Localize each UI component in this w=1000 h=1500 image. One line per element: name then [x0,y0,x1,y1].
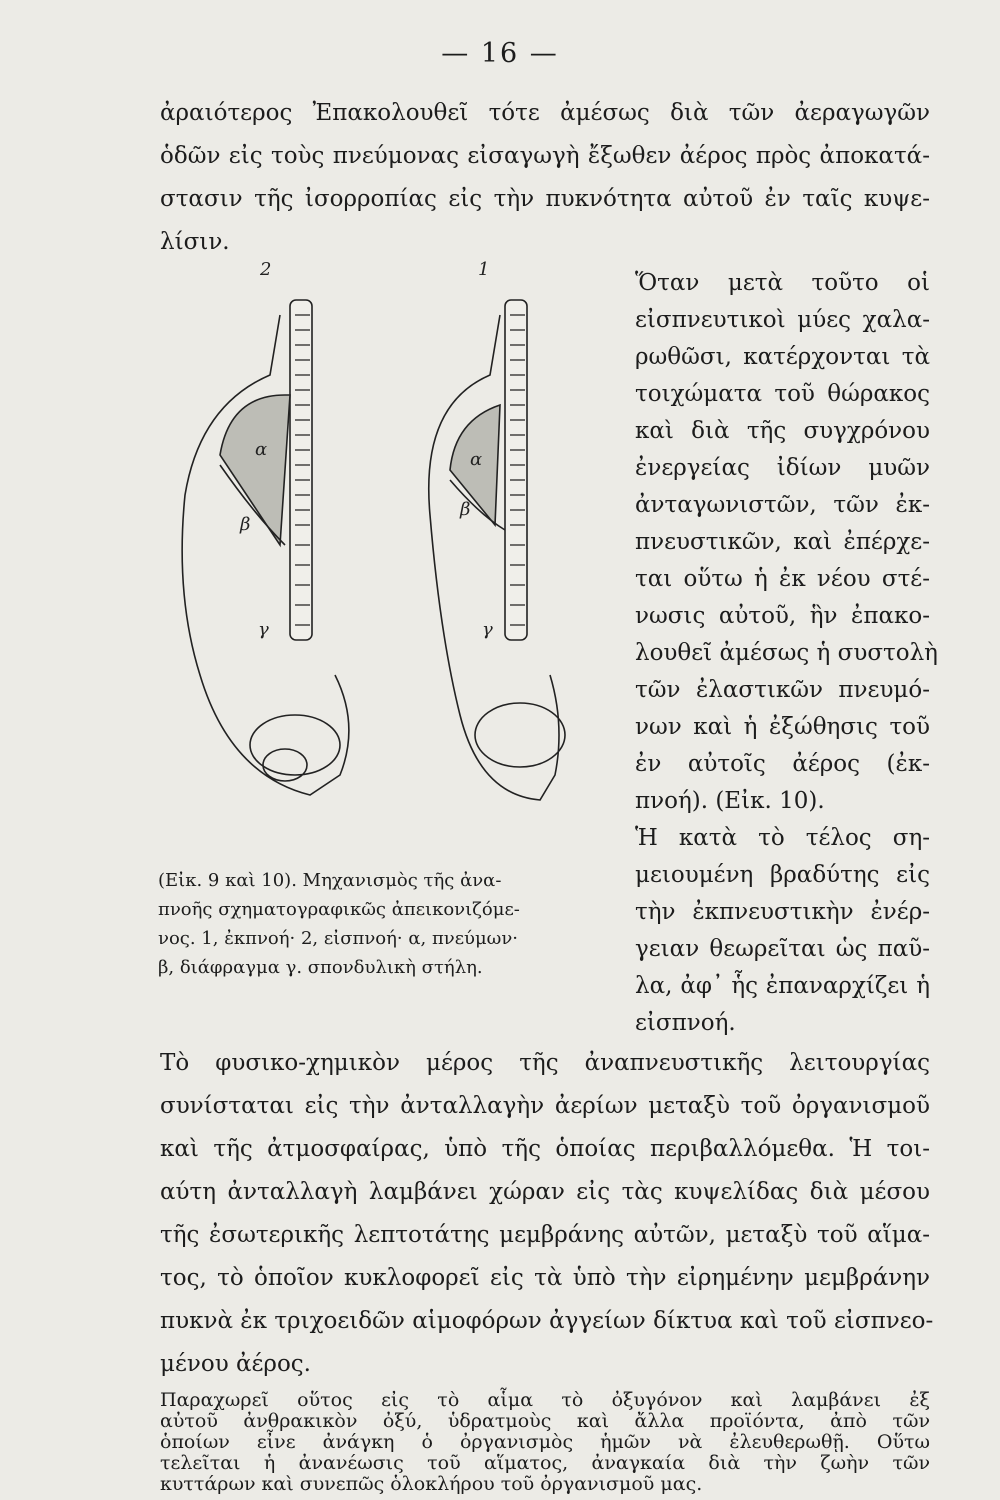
figure-caption-line: πνοῆς σχηματογραφικῶς ἀπεικονιζόμε- [158,899,520,920]
text-line: Τὸ φυσικο-χημικὸν μέρος τῆς ἀναπνευστικῆς λειτουργίας [160,1050,930,1076]
text-line: γειαν θεωρεῖται ὡς παῦ- [635,936,930,962]
label-beta-left: β [240,514,251,535]
text-line: τὴν ἐκπνευστικὴν ἐνέρ- [635,899,930,925]
text-line: τῆς ἐσωτερικῆς λεπτοτάτης μεμβράνης αὐτῶν, μεταξὺ τοῦ αἵμα- [160,1222,930,1248]
text-line: ὁποίων εἶνε ἀνάγκη ὁ ὀργανισμὸς ἡμῶν νὰ ἐλευθερωθῇ. Οὕτω [160,1431,930,1453]
text-line: πυκνὰ ἐκ τριχοειδῶν αἱμοφόρων ἀγγείων δίκτυα καὶ τοῦ εἰσπνεο- [160,1308,934,1334]
text-line: νωσις αὐτοῦ, ἣν ἐπακο- [635,603,930,629]
text-line: νων καὶ ἡ ἐξώθησις τοῦ [635,714,930,740]
text-line: τελεῖται ἡ ἀνανέωσις τοῦ αἵματος, ἀναγκαία διὰ τὴν ζωὴν τῶν [160,1452,930,1474]
text-line: καὶ διὰ τῆς συγχρόνου [635,418,930,444]
figure-label-2: 2 [260,259,272,280]
text-line: πνευστικῶν, καὶ ἐπέρχε- [635,529,930,555]
torso-outline-right [429,315,559,800]
text-line: ἐν αὐτοῖς ἀέρος (ἐκ- [635,751,930,777]
text-line: ται οὕτω ἡ ἐκ νέου στέ- [635,566,930,592]
text-line: στασιν τῆς ἰσορροπίας εἰς τὴν πυκνότητα αὐτοῦ ἐν ταῖς κυψε- [160,186,930,212]
label-beta-right: β [460,499,471,520]
text-line: τῶν ἐλαστικῶν πνευμό- [635,677,930,703]
label-alpha-right: α [470,449,483,470]
label-alpha-left: α [255,439,268,460]
text-line: Παραχωρεῖ οὕτος εἰς τὸ αἷμα τὸ ὀξυγόνον καὶ λαμβάνει ἐξ [160,1389,930,1411]
figure-caption-line: β, διάφραγμα γ. σπονδυλικὴ στήλη. [158,957,483,978]
text-line: λα, ἀφ᾽ ἧς ἐπαναρχίζει ἡ [635,973,930,999]
figure-label-1: 1 [478,259,490,280]
text-line: τος, τὸ ὁποῖον κυκλοφορεῖ εἰς τὰ ὑπὸ τὴν εἰρημένην μεμβράνην [160,1265,930,1291]
respiration-figure [160,255,620,845]
label-gamma-right: γ [482,619,493,640]
text-line: Ἡ κατὰ τὸ τέλος ση- [635,825,930,851]
respiration-diagram [160,255,620,845]
text-line: ρωθῶσι, κατέρχονται τὰ [635,344,930,370]
text-line: εἰσπνευτικοὶ μύες χαλα- [635,307,930,333]
text-line: συνίσταται εἰς τὴν ἀνταλλαγὴν ἀερίων μεταξὺ τοῦ ὀργανισμοῦ [160,1093,930,1119]
page-number: — 16 — [441,38,559,69]
text-line: μειουμένη βραδύτης εἰς [635,862,930,888]
text-line: καὶ τῆς ἀτμοσφαίρας, ὑπὸ τῆς ὁποίας περιβαλλόμεθα. Ἡ τοι- [160,1136,930,1162]
lung-left [220,395,290,545]
text-line: ἀνταγωνιστῶν, τῶν ἐκ- [635,492,930,518]
label-gamma-left: γ [258,619,269,640]
text-line: πνοή). (Εἰκ. 10). [635,788,825,814]
text-line: ἐνεργείας ἰδίων μυῶν [635,455,930,481]
text-line: λουθεῖ ἀμέσως ἡ συστολὴ [635,640,938,666]
figure-caption-line: νος. 1, ἐκπνοή· 2, εἰσπνοή· α, πνεύμων· [158,928,519,949]
text-line: αὐτοῦ ἀνθρακικὸν ὀξύ, ὑδρατμοὺς καὶ ἄλλα προϊόντα, ἀπὸ τῶν [160,1410,930,1432]
text-line: Ὅταν μετὰ τοῦτο οἱ [635,270,930,296]
text-line: λίσιν. [160,229,230,255]
text-line: ὁδῶν εἰς τοὺς πνεύμονας εἰσαγωγὴ ἔξωθεν ἀέρος πρὸς ἀποκατά- [160,143,930,169]
text-line: κυττάρων καὶ συνεπῶς ὁλοκλήρου τοῦ ὀργανισμοῦ μας. [160,1473,703,1495]
text-line: ἀραιότερος Ἐπακολουθεῖ τότε ἀμέσως διὰ τῶν ἀεραγωγῶν [160,100,930,126]
pelvis-right [475,703,565,767]
text-line: αύτη ἀνταλλαγὴ λαμβάνει χώραν εἰς τὰς κυψελίδας διὰ μέσου [160,1179,930,1205]
text-line: μένου ἀέρος. [160,1351,311,1377]
text-line: τοιχώματα τοῦ θώρακος [635,381,930,407]
text-line: εἰσπνοή. [635,1010,736,1036]
figure-caption-line: (Εἰκ. 9 καὶ 10). Μηχανισμὸς τῆς ἀνα- [158,870,502,891]
